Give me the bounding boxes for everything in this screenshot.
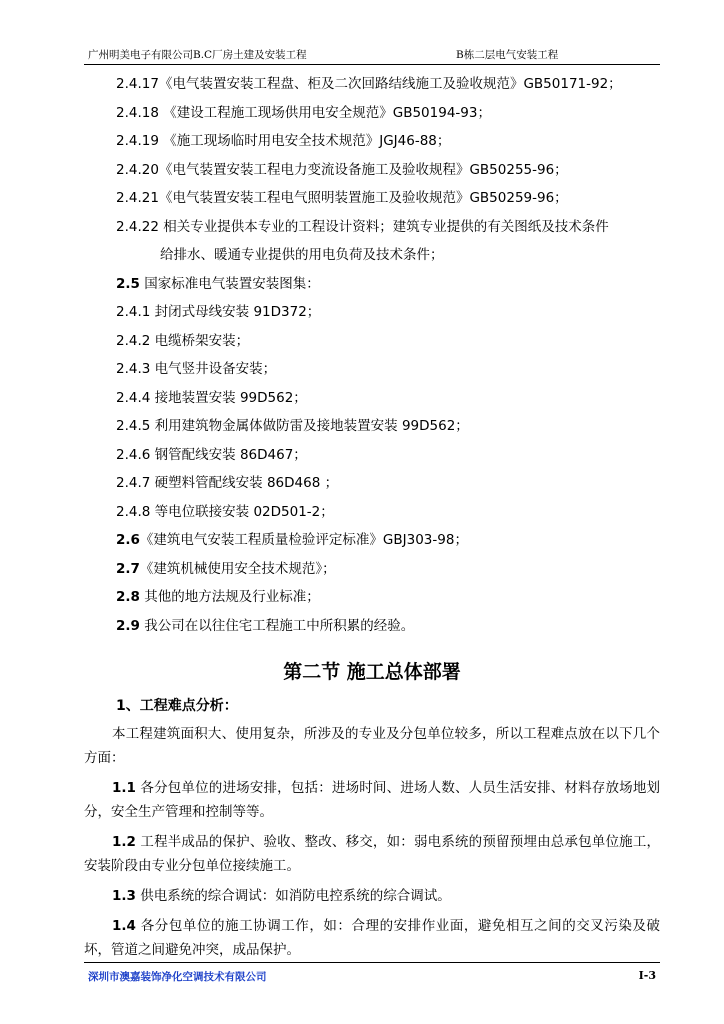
page-number: Ⅰ-3: [638, 969, 656, 982]
point-text: 各分包单位的施工协调工作，如：合理的安排作业面，避免相互之间的交叉污染及破坏，管道之间避免冲突，成品保护。: [84, 918, 660, 958]
point-paragraph: [84, 914, 660, 962]
ref-line: [84, 99, 660, 128]
atlas-line: [84, 384, 660, 413]
point-number: 1.1: [112, 780, 136, 796]
ref-line: [84, 213, 660, 242]
atlas-number: 2.4.6: [116, 446, 151, 463]
section-line: [84, 612, 660, 641]
section-title: 第二节 施工总体部署: [283, 661, 461, 683]
atlas-number: 2.4.4: [116, 389, 151, 406]
ref-text: 《电气装置安装工程盘、柜及二次回路结线施工及验收规范》GB50171-92；: [158, 76, 622, 92]
section-number: 2.5: [116, 275, 140, 292]
ref-text: 相关专业提供本专业的工程设计资料；建筑专业提供的有关图纸及技术条件: [158, 218, 609, 235]
atlas-line: [84, 441, 660, 470]
ref-number: 2.4.17: [116, 76, 159, 92]
atlas-line: [84, 469, 660, 498]
ref-text: 《电气装置安装工程电气照明装置施工及验收规范》GB50259-96；: [158, 190, 568, 206]
point-number: 1.4: [112, 918, 136, 934]
section-number: 2.9: [116, 617, 140, 634]
atlas-text: 硬塑料管配线安装 86D468 ；: [150, 475, 339, 491]
section-number: 2.7: [116, 560, 140, 577]
ref-number: 2.4.18: [116, 104, 159, 121]
section-number: 2.8: [116, 589, 140, 605]
atlas-text: 等电位联接安装 02D501-2；: [150, 503, 334, 520]
point-paragraph: [84, 830, 660, 878]
atlas-line: [84, 498, 660, 527]
ref-text: 《施工现场临时用电安全技术规范》JGJ46-88；: [158, 133, 451, 149]
ref-number: 2.4.22: [116, 218, 159, 235]
section-number: 2.6: [116, 532, 140, 548]
atlas-text: 钢管配线安装 86D467；: [150, 446, 307, 463]
section-line: [84, 555, 660, 584]
ref-line: [84, 70, 660, 99]
section-text: 我公司在以往住宅工程施工中所积累的经验。: [139, 617, 415, 634]
atlas-text: 电气竖井设备安装；: [150, 361, 277, 377]
section-text: 国家标准电气装置安装图集：: [139, 275, 320, 292]
ref-continuation: 给排水、暖通专业提供的用电负荷及技术条件；: [160, 247, 444, 263]
ref-line: [84, 127, 660, 156]
atlas-text: 电缆桥架安装；: [150, 332, 250, 349]
atlas-number: 2.4.1: [116, 304, 151, 320]
ref-number: 2.4.20: [116, 161, 159, 178]
atlas-number: 2.4.5: [116, 418, 151, 434]
page-header: [84, 44, 660, 65]
intro-paragraph: 本工程建筑面积大、使用复杂，所涉及的专业及分包单位较多，所以工程难点放在以下几个方面：: [84, 726, 660, 766]
section-text: 其他的地方法规及行业标准；: [139, 589, 320, 605]
page-footer: [84, 962, 660, 985]
atlas-line: [84, 412, 660, 441]
point-text: 供电系统的综合调试：如消防电控系统的综合调试。: [135, 888, 451, 904]
atlas-line: [84, 298, 660, 327]
ref-line: [84, 156, 660, 185]
header-section-name: B栋二层电气安装工程: [456, 49, 559, 61]
document-body: [84, 70, 660, 968]
section-2-5: [84, 270, 660, 299]
point-paragraph: [84, 884, 660, 908]
atlas-text: 接地装置安装 99D562；: [150, 389, 307, 406]
header-project-name: 广州明美电子有限公司B.C厂房土建及安装工程: [88, 49, 307, 61]
point-text: 各分包单位的进场安排，包括：进场时间、进场人数、人员生活安排、材料存放场地划分，安全生产管理和控制等等。: [84, 780, 660, 820]
section-line: [84, 526, 660, 555]
section-text: 《建筑机械使用安全技术规范》；: [139, 560, 336, 577]
ref-line: [84, 184, 660, 213]
point-text: 工程半成品的保护、验收、整改、移交，如：弱电系统的预留预埋由总承包单位施工，安装阶段由专业分包单位接续施工。: [84, 834, 660, 874]
atlas-number: 2.4.7: [116, 475, 151, 491]
point-number: 1.2: [112, 834, 136, 850]
footer-company: 深圳市澳嘉装饰净化空调技术有限公司: [88, 971, 267, 983]
atlas-number: 2.4.8: [116, 503, 151, 520]
ref-number: 2.4.21: [116, 190, 159, 206]
ref-text: 《建设工程施工现场供用电安全规范》GB50194-93；: [158, 104, 491, 121]
ref-text: 《电气装置安装工程电力变流设备施工及验收规程》GB50255-96；: [158, 161, 568, 178]
atlas-line: [84, 327, 660, 356]
atlas-text: 利用建筑物金属体做防雷及接地装置安装 99D562；: [150, 418, 469, 434]
ref-number: 2.4.19: [116, 133, 159, 149]
point-number: 1.3: [112, 888, 136, 904]
atlas-number: 2.4.2: [116, 332, 151, 349]
section-line: [84, 583, 660, 612]
point-paragraph: [84, 776, 660, 824]
atlas-number: 2.4.3: [116, 361, 151, 377]
atlas-text: 封闭式母线安装 91D372；: [150, 304, 321, 320]
atlas-line: [84, 355, 660, 384]
section-text: 《建筑电气安装工程质量检验评定标准》GBJ303-98；: [139, 532, 468, 548]
heading-difficulty-analysis: 1、工程难点分析：: [116, 698, 238, 714]
